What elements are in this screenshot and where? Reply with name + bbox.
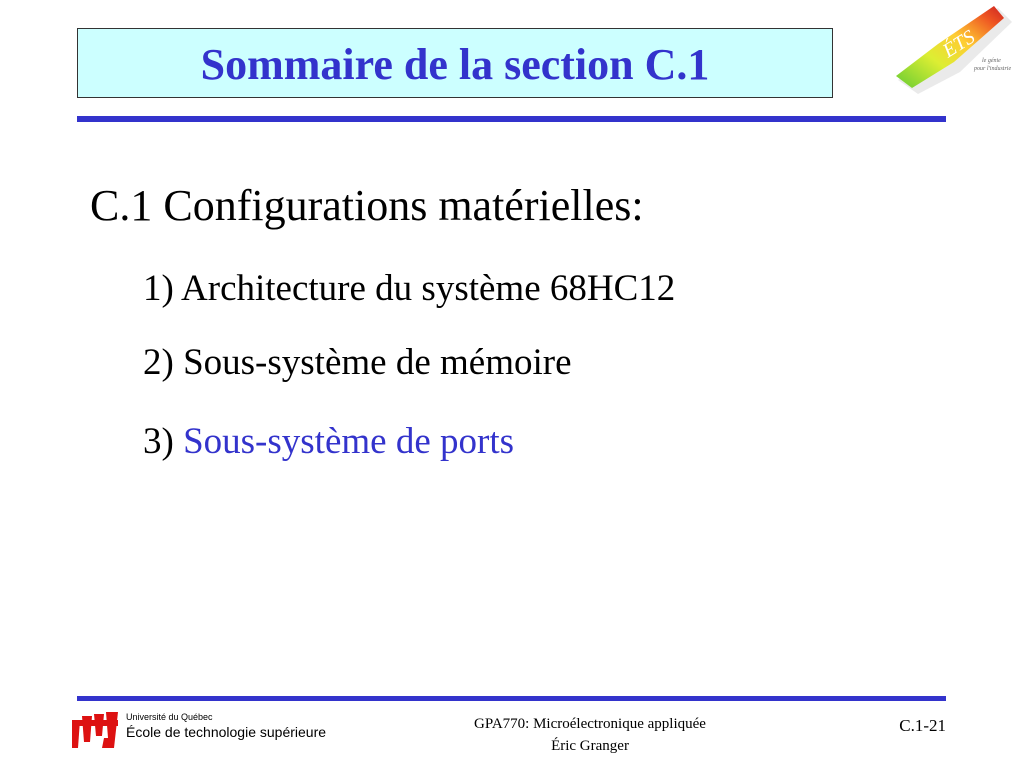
slide-title: Sommaire de la section C.1	[200, 39, 710, 89]
page-number: C.1-21	[899, 716, 946, 735]
ets-tagline-2: pour l'industrie	[974, 66, 1012, 72]
course-title: GPA770: Microélectronique appliquée	[474, 716, 706, 732]
author-name: Éric Granger	[551, 738, 629, 754]
university-name: Université du Québec	[126, 712, 213, 722]
list-item-text: Sous-système de mémoire	[183, 342, 572, 383]
list-item-text-highlighted: Sous-système de ports	[183, 421, 515, 462]
list-item-number: 2)	[143, 342, 184, 383]
footer-divider	[77, 696, 946, 701]
ets-logo	[890, 4, 1016, 104]
list-item-text: Architecture du système 68HC12	[181, 268, 676, 309]
section-heading: C.1 Configurations matérielles:	[90, 181, 644, 230]
list-item	[143, 267, 675, 310]
school-name: École de technologie supérieure	[126, 724, 327, 740]
uq-logo-icon	[72, 712, 120, 748]
list-item-number: 3)	[143, 421, 184, 462]
list-item-number: 1)	[143, 268, 182, 309]
title-divider	[77, 116, 946, 122]
ets-logo-text: ÉTS	[938, 25, 979, 63]
list-item-current	[143, 420, 514, 463]
ets-tagline-1: le génie	[982, 58, 1001, 64]
title-box	[77, 28, 833, 98]
list-item	[143, 341, 572, 384]
